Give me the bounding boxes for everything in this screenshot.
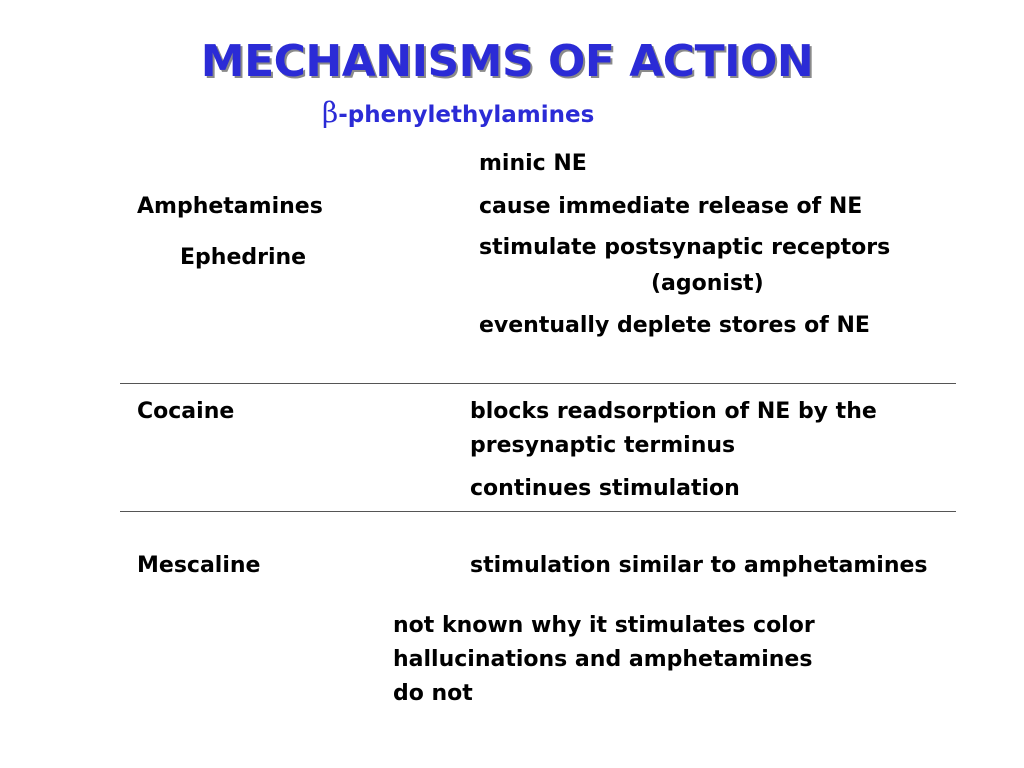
divider-1 xyxy=(120,383,956,384)
drug-mescaline: Mescaline xyxy=(137,553,261,578)
slide-title: MECHANISMS OF ACTION xyxy=(200,36,814,87)
effect-release: cause immediate release of NE xyxy=(479,194,863,219)
mescaline-note-line1: not known why it stimulates color xyxy=(393,613,815,638)
mescaline-note-line3: do not xyxy=(393,681,473,706)
mescaline-effect: stimulation similar to amphetamines xyxy=(470,553,928,578)
subtitle-text: -phenylethylamines xyxy=(338,102,595,128)
divider-2 xyxy=(120,511,956,512)
mescaline-note-line2: hallucinations and amphetamines xyxy=(393,647,813,672)
drug-ephedrine: Ephedrine xyxy=(180,245,307,270)
cocaine-effect-line3: continues stimulation xyxy=(470,476,740,501)
drug-amphetamines: Amphetamines xyxy=(137,194,323,219)
cocaine-effect-line2: presynaptic terminus xyxy=(470,433,736,458)
effect-stimulate: stimulate postsynaptic receptors xyxy=(479,235,891,260)
effect-deplete: eventually deplete stores of NE xyxy=(479,313,870,338)
effect-stimulate-note: (agonist) xyxy=(651,271,764,296)
slide-subtitle xyxy=(322,98,594,130)
drug-cocaine: Cocaine xyxy=(137,399,235,424)
beta-symbol: β xyxy=(322,96,339,129)
effect-mimic: minic NE xyxy=(479,151,587,176)
cocaine-effect-line1: blocks readsorption of NE by the xyxy=(470,399,877,424)
